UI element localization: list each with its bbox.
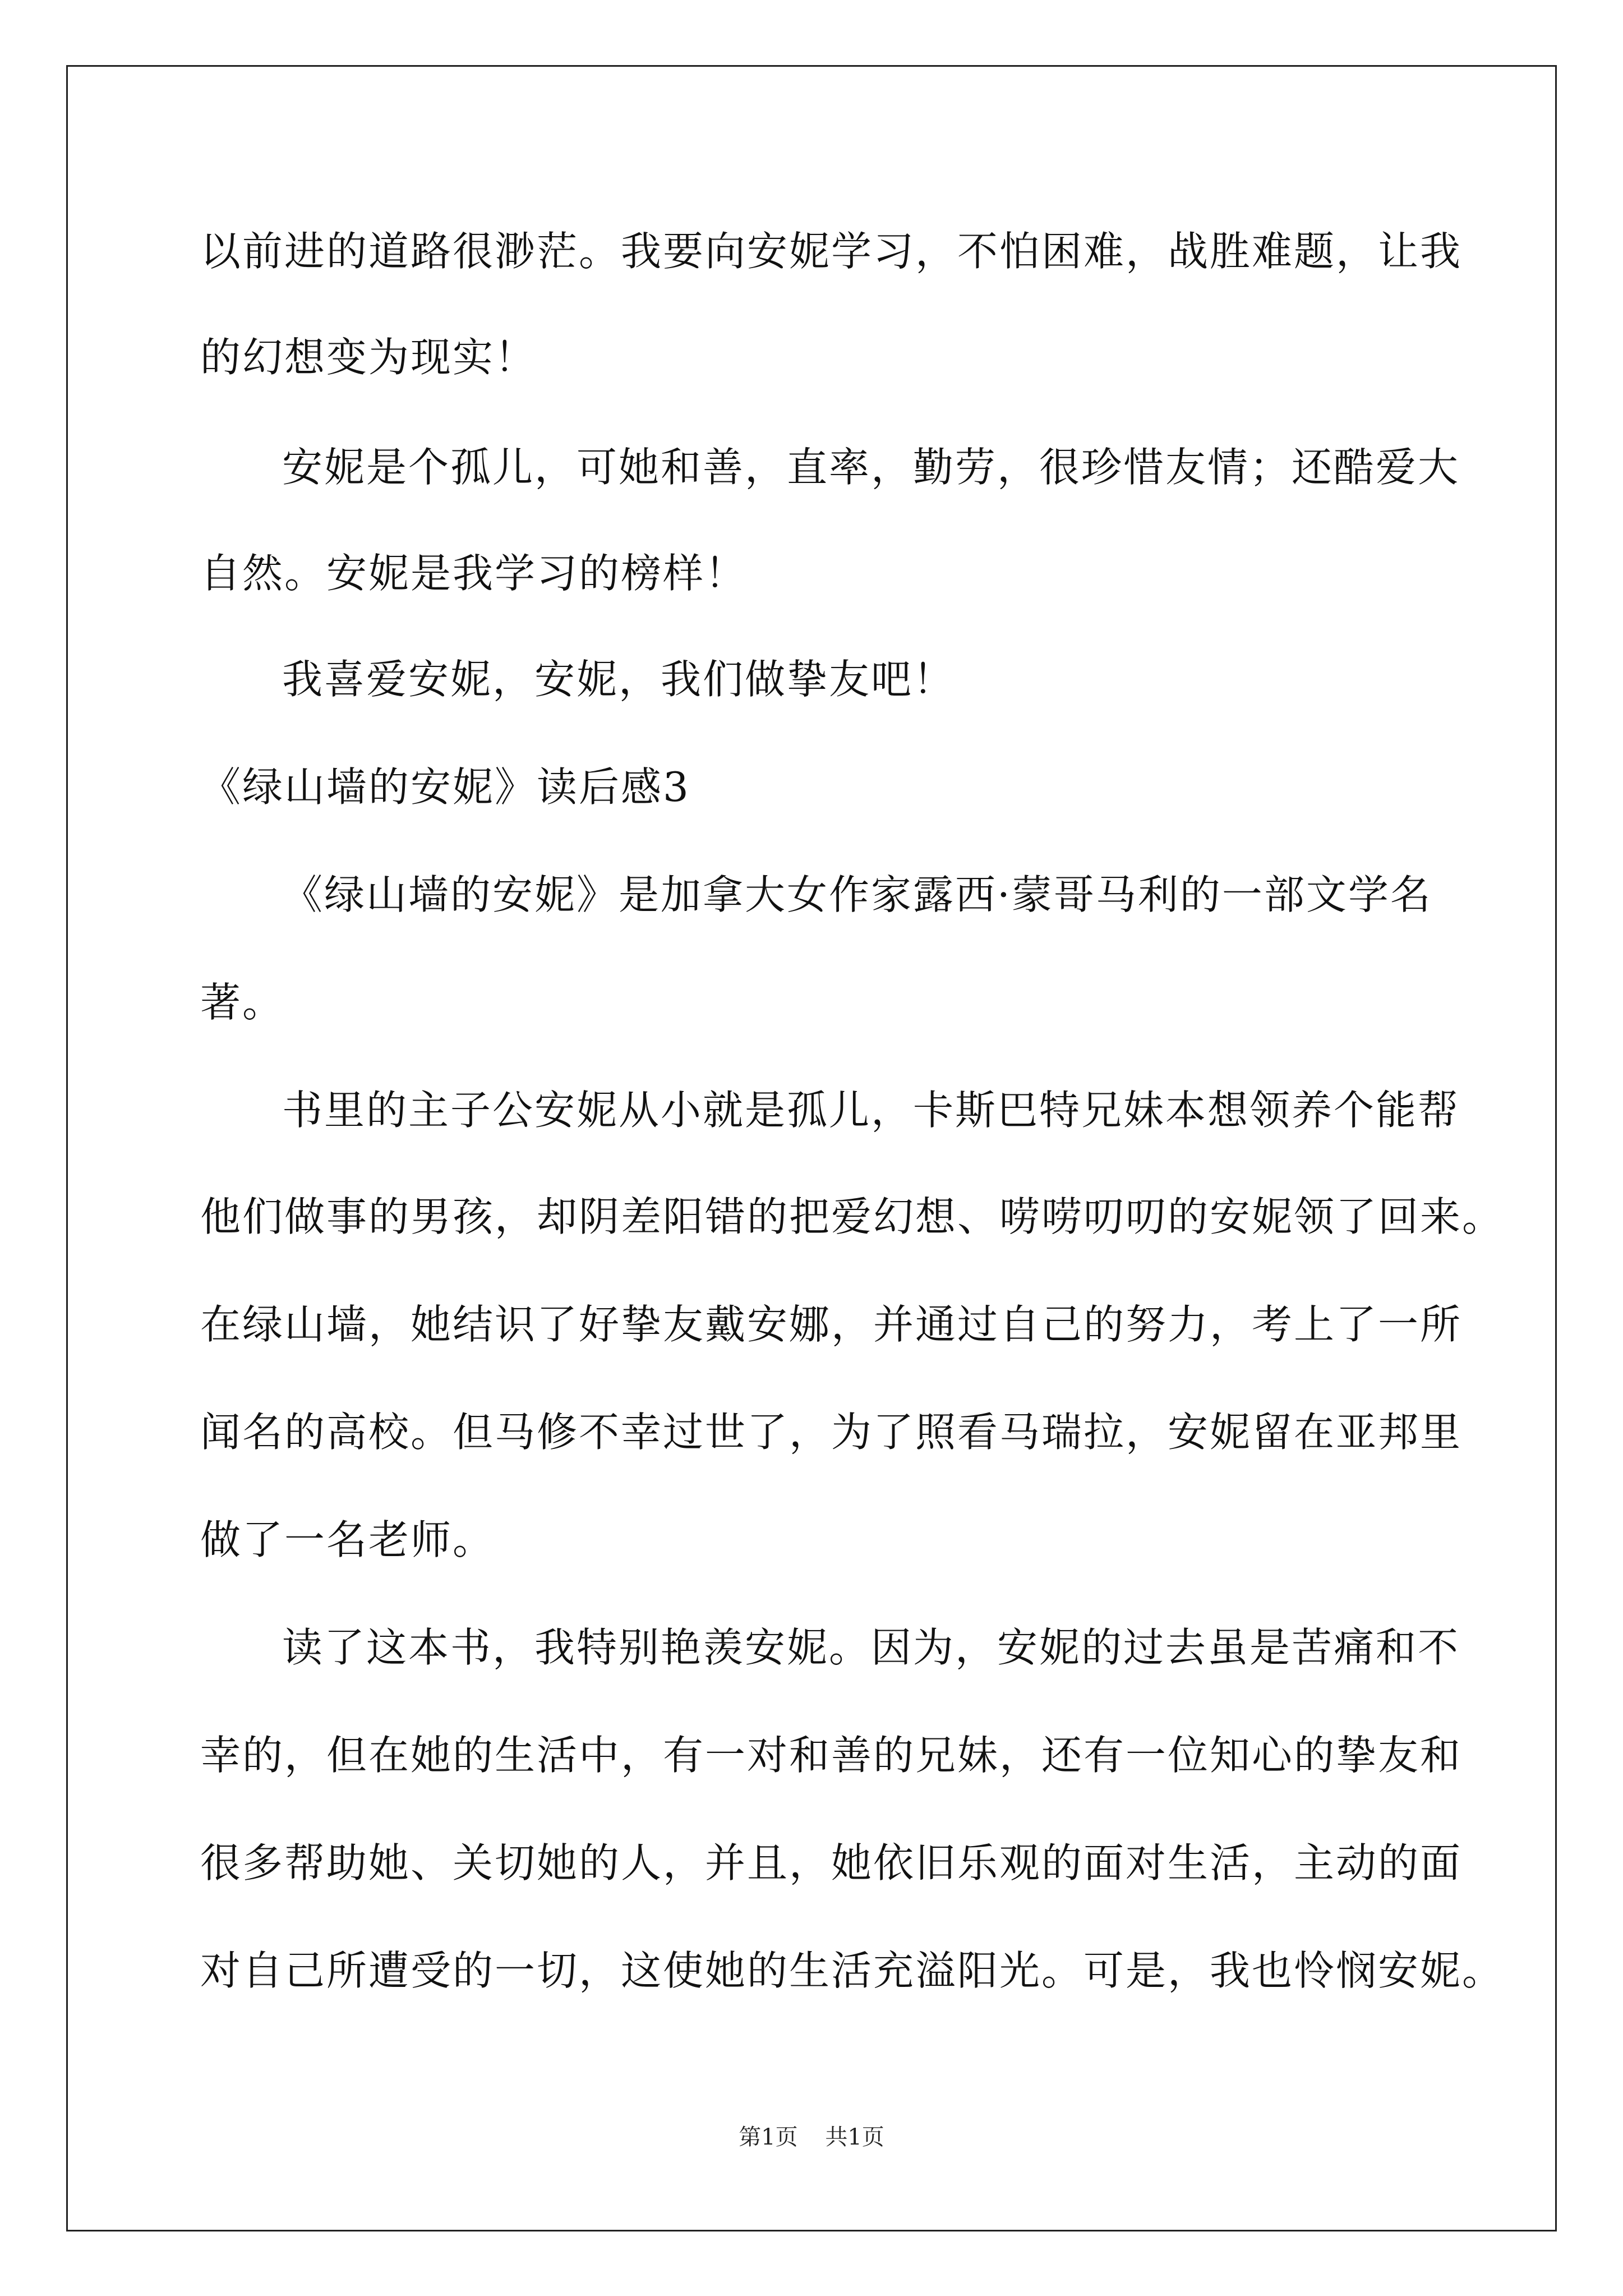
page-border — [66, 65, 1557, 2231]
text-line-15: 幸的，但在她的生活中，有一对和善的兄妹，还有一位知心的挚友和 — [200, 1732, 1463, 1779]
text-line-10: 他们做事的男孩，却阴差阳错的把爱幻想、唠唠叨叨的安妮领了回来。 — [200, 1193, 1505, 1240]
text-line-4: 自然。安妮是我学习的榜样！ — [200, 550, 748, 597]
text-line-1: 以前进的道路很渺茫。我要向安妮学习，不怕困难，战胜难题，让我 — [200, 228, 1463, 275]
text-line-8: 著。 — [200, 979, 285, 1026]
text-line-17: 对自己所遭受的一切，这使她的生活充溢阳光。可是，我也怜悯安妮。 — [200, 1947, 1505, 1994]
page-total: 共1页 — [825, 2124, 884, 2150]
text-line-2: 的幻想变为现实！ — [200, 334, 537, 381]
section-heading: 《绿山墙的安妮》读后感3 — [200, 763, 690, 811]
text-line-11: 在绿山墙，她结识了好挚友戴安娜，并通过自己的努力，考上了一所 — [200, 1301, 1463, 1348]
text-line-14: 读了这本书，我特别艳羡安妮。因为，安妮的过去虽是苦痛和不 — [282, 1624, 1460, 1671]
page-number: 第1页 — [739, 2124, 798, 2150]
text-line-7: 《绿山墙的安妮》是加拿大女作家露西·蒙哥马利的一部文学名 — [282, 871, 1432, 918]
page-footer — [0, 2122, 1623, 2153]
text-line-5: 我喜爱安妮，安妮，我们做挚友吧！ — [282, 656, 956, 703]
text-line-13: 做了一名老师。 — [200, 1516, 495, 1563]
text-line-16: 很多帮助她、关切她的人，并且，她依旧乐观的面对生活，主动的面 — [200, 1839, 1463, 1887]
text-line-9: 书里的主子公安妮从小就是孤儿，卡斯巴特兄妹本想领养个能帮 — [282, 1087, 1460, 1134]
text-line-12: 闻名的高校。但马修不幸过世了，为了照看马瑞拉，安妮留在亚邦里 — [200, 1409, 1463, 1456]
text-line-3: 安妮是个孤儿，可她和善，直率，勤劳，很珍惜友情；还酷爱大 — [282, 444, 1460, 491]
